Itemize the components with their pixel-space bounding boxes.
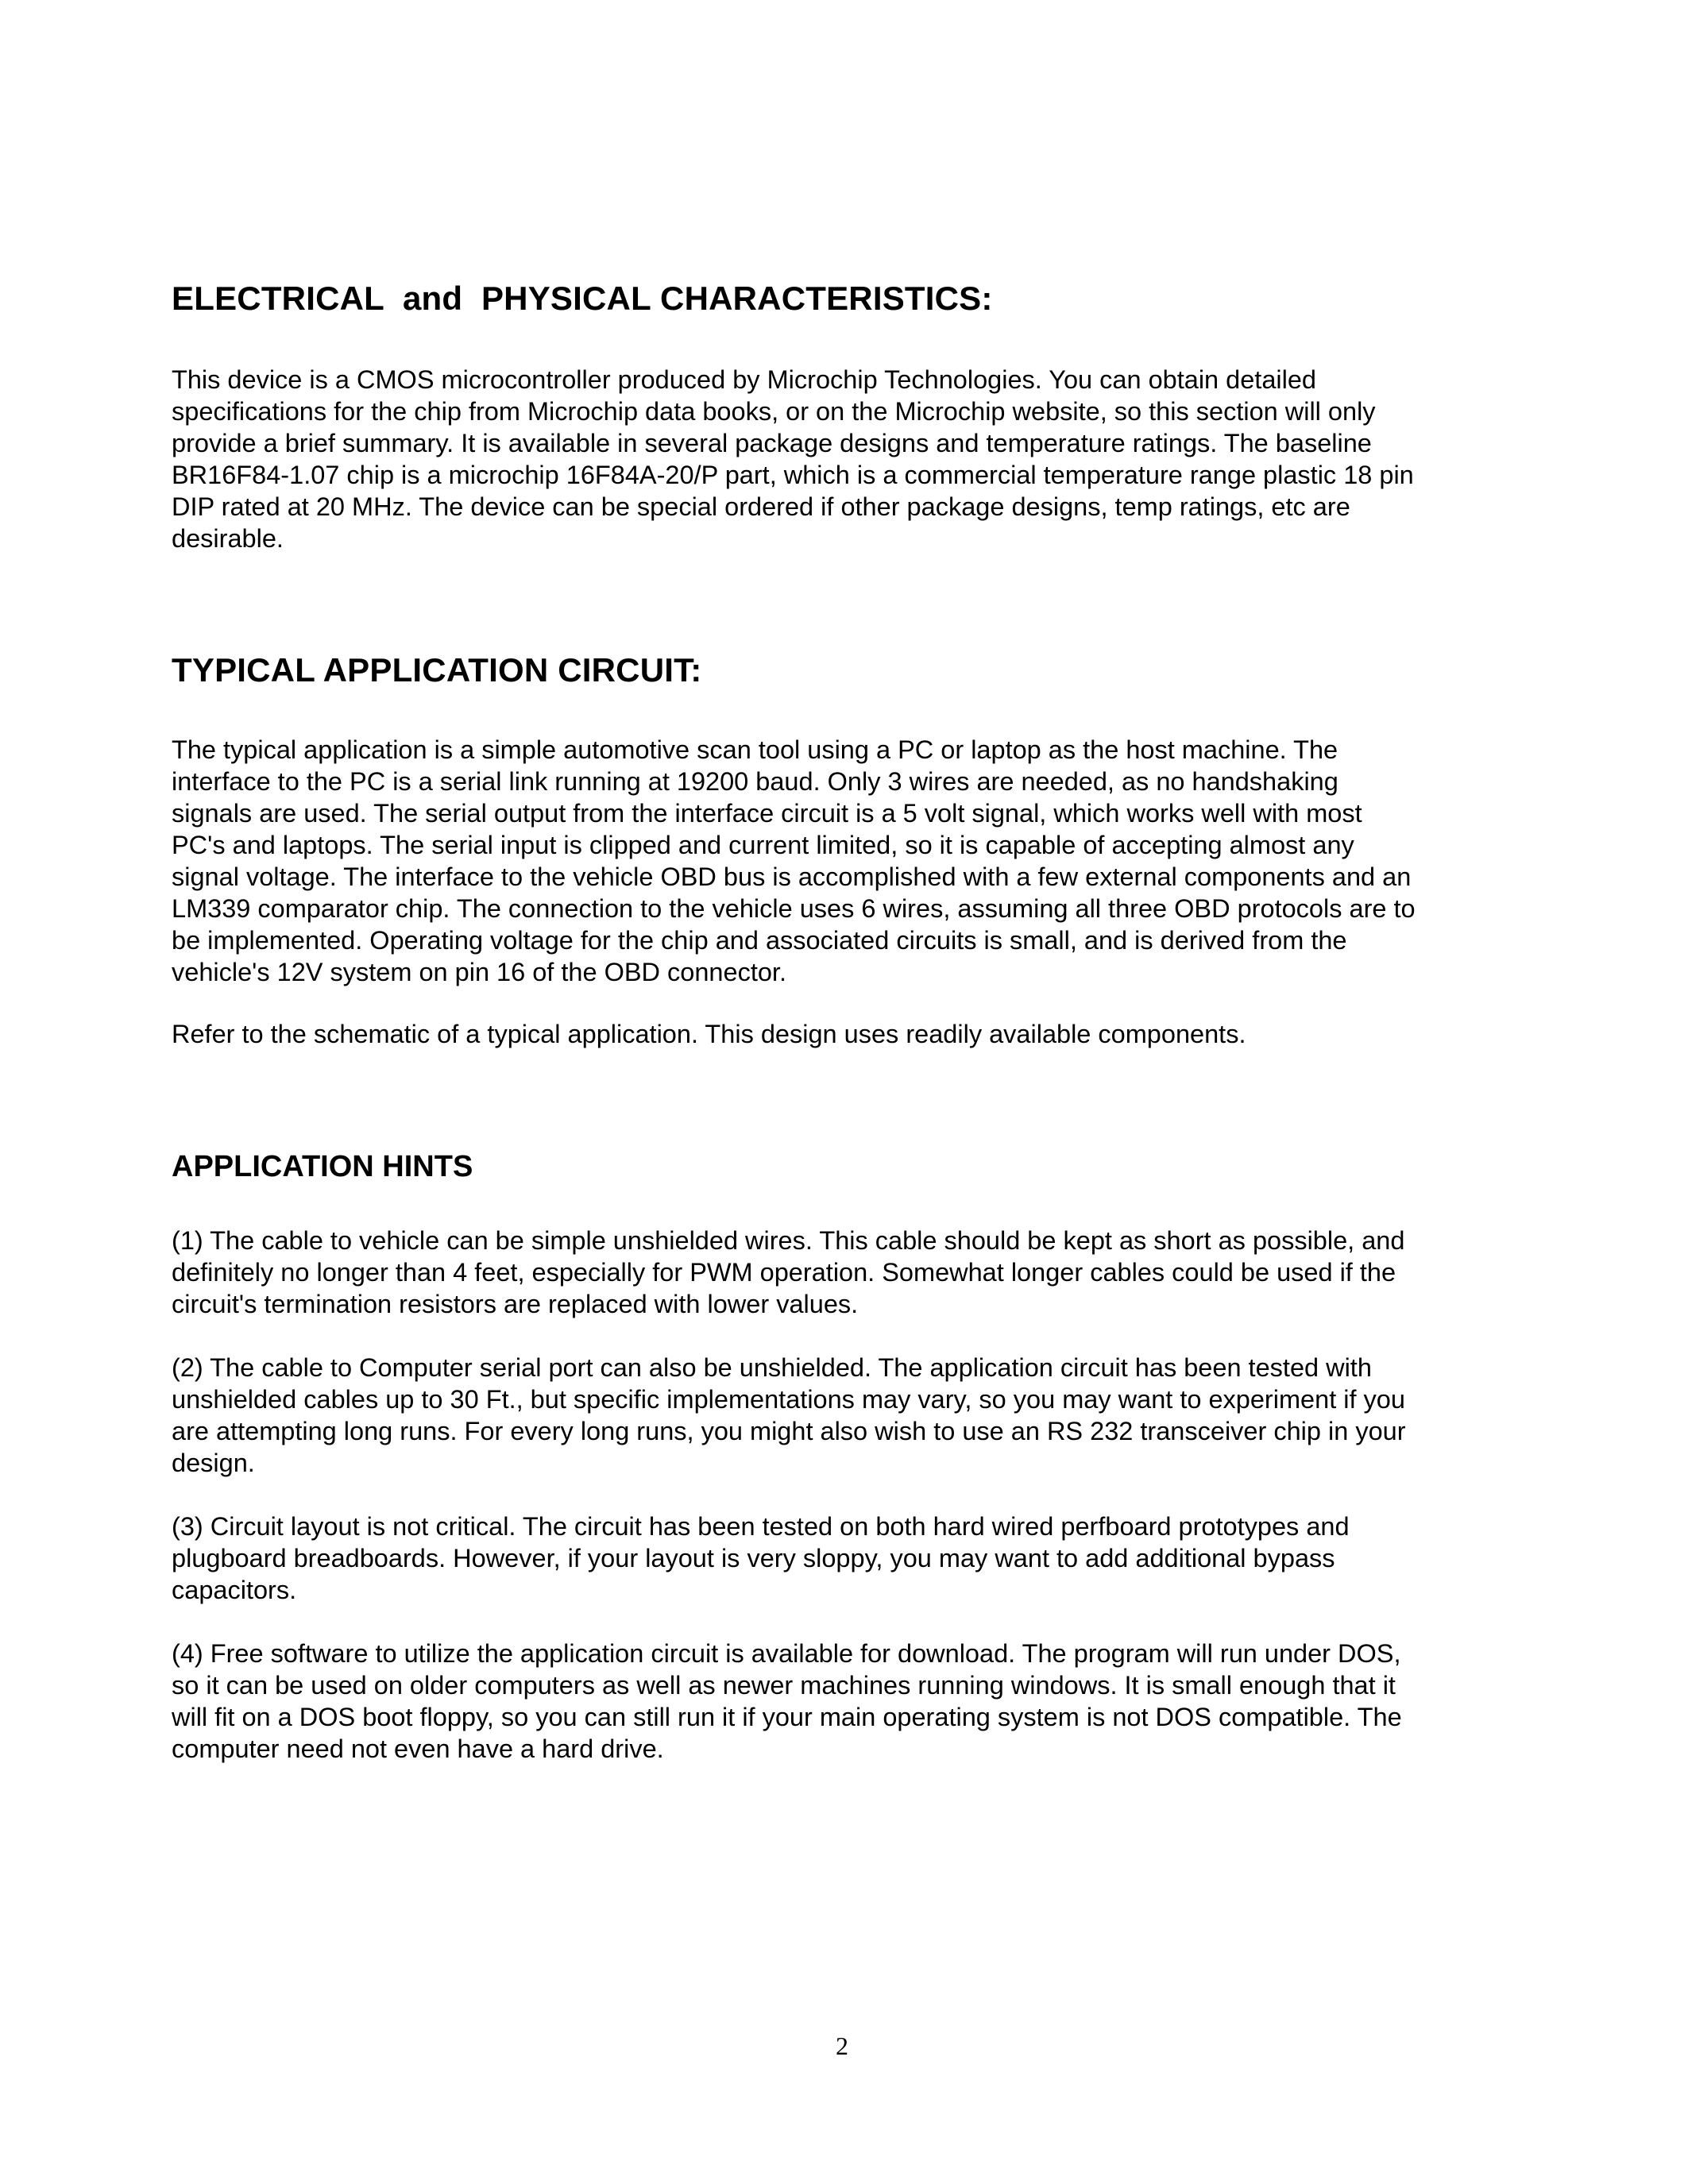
typical-circuit-paragraph <box>172 734 1522 988</box>
text-line: will fit on a DOS boot floppy, so you can still run it if your main operating system is not DOS compatible. The <box>172 1703 1402 1731</box>
hint-4-paragraph <box>172 1638 1522 1765</box>
text-line: interface to the PC is a serial link running at 19200 baud. Only 3 wires are needed, as no handshaking <box>172 767 1338 796</box>
text-line: design. <box>172 1449 255 1477</box>
text-line: (1) The cable to vehicle can be simple unshielded wires. This cable should be kept as short as possible, and <box>172 1226 1405 1255</box>
text-line: DIP rated at 20 MHz. The device can be special ordered if other package designs, temp ratings, etc are <box>172 492 1350 521</box>
text-line: provide a brief summary. It is available in several package designs and temperature ratings. The baseline <box>172 429 1372 457</box>
text-line: BR16F84-1.07 chip is a microchip 16F84A-20/P part, which is a commercial temperature range plastic 18 pin <box>172 461 1414 489</box>
text-line: (3) Circuit layout is not critical. The circuit has been tested on both hard wired perfboard prototypes and <box>172 1512 1350 1541</box>
text-line: Refer to the schematic of a typical application. This design uses readily available components. <box>172 1020 1246 1048</box>
text-line: circuit's termination resistors are replaced with lower values. <box>172 1290 859 1318</box>
page-number: 2 <box>836 2032 848 2060</box>
text-line: so it can be used on older computers as well as newer machines running windows. It is small enough that it <box>172 1671 1396 1700</box>
text-line: plugboard breadboards. However, if your layout is very sloppy, you may want to add additional bypass <box>172 1544 1335 1572</box>
text-line: signal voltage. The interface to the vehicle OBD bus is accomplished with a few external components and an <box>172 862 1412 891</box>
schematic-reference-paragraph <box>172 1018 1522 1050</box>
text-line: definitely no longer than 4 feet, especially for PWM operation. Somewhat longer cables could be used if the <box>172 1258 1396 1287</box>
text-line: be implemented. Operating voltage for the chip and associated circuits is small, and is derived from the <box>172 926 1347 955</box>
text-line: specifications for the chip from Microchip data books, or on the Microchip website, so this section will only <box>172 397 1376 426</box>
text-line: vehicle's 12V system on pin 16 of the OBD connector. <box>172 958 786 986</box>
text-line: PC's and laptops. The serial input is clipped and current limited, so it is capable of accepting almost any <box>172 831 1354 859</box>
text-line: LM339 comparator chip. The connection to the vehicle uses 6 wires, assuming all three OBD protocols are to <box>172 894 1416 923</box>
application-hints-heading: APPLICATION HINTS <box>172 1150 473 1183</box>
hint-2-paragraph <box>172 1352 1522 1479</box>
text-line: are attempting long runs. For every long runs, you might also wish to use an RS 232 transceiver chip in your <box>172 1417 1406 1445</box>
hint-1-paragraph <box>172 1225 1522 1320</box>
electrical-paragraph <box>172 364 1522 554</box>
text-line: signals are used. The serial output from the interface circuit is a 5 volt signal, which works well with most <box>172 799 1362 828</box>
text-line: computer need not even have a hard drive. <box>172 1734 664 1763</box>
typical-circuit-heading: TYPICAL APPLICATION CIRCUIT: <box>172 651 702 689</box>
text-line: (2) The cable to Computer serial port can also be unshielded. The application circuit has been tested with <box>172 1353 1372 1382</box>
electrical-heading: ELECTRICAL and PHYSICAL CHARACTERISTICS: <box>172 280 993 317</box>
text-line: This device is a CMOS microcontroller produced by Microchip Technologies. You can obtain detailed <box>172 365 1316 394</box>
text-line: unshielded cables up to 30 Ft., but specific implementations may vary, so you may want to experiment if you <box>172 1385 1405 1414</box>
text-line: desirable. <box>172 524 284 553</box>
text-line: (4) Free software to utilize the application circuit is available for download. The program will run under DOS, <box>172 1639 1401 1668</box>
text-line: capacitors. <box>172 1576 297 1604</box>
text-line: The typical application is a simple automotive scan tool using a PC or laptop as the host machine. The <box>172 735 1338 764</box>
hint-3-paragraph <box>172 1511 1522 1606</box>
